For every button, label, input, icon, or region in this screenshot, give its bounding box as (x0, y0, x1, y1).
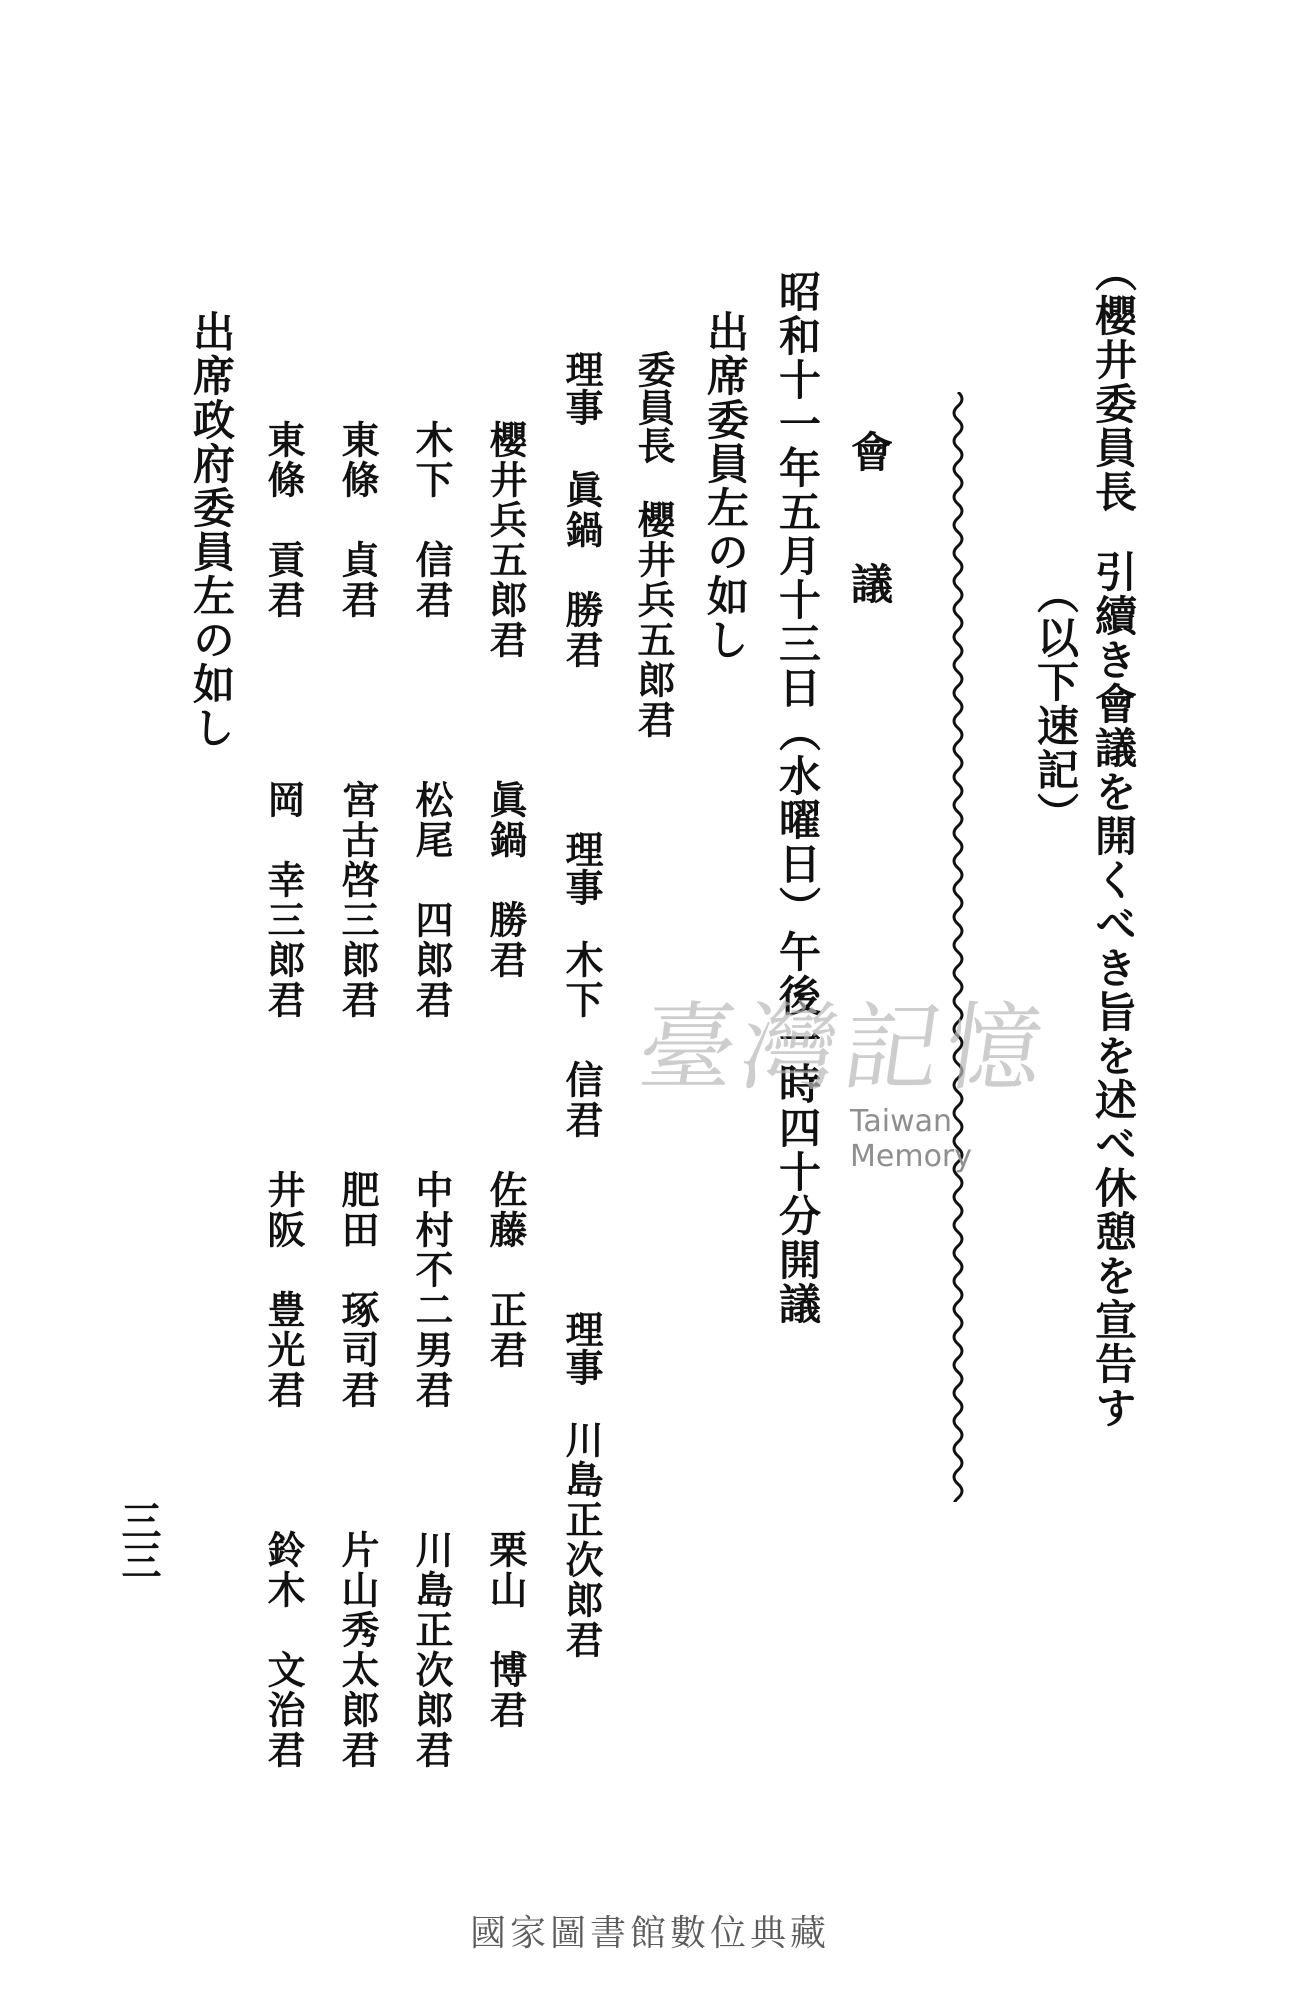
government-heading: 出席政府委員左の如し (187, 310, 236, 750)
members-heading: 出席委員左の如し (701, 310, 750, 662)
speech-text: 引續き會議を開くべき旨を述べ休憩を宣告す (1089, 550, 1138, 1430)
member-name: 東條 貞君 (335, 420, 380, 620)
page-number: 三三 (115, 1500, 162, 1580)
director-name: 川島正次郎君 (559, 1420, 604, 1660)
member-name: 鈴木 文治君 (261, 1530, 306, 1770)
member-name: 佐藤 正君 (483, 1170, 528, 1370)
director-name: 眞鍋 勝君 (559, 470, 604, 670)
member-name: 川島正次郎君 (409, 1530, 454, 1770)
speech-line (1089, 250, 1138, 1430)
director-role: 理事 (559, 1310, 604, 1386)
taiwan-memory-logo (632, 992, 1070, 1174)
wavy-divider (946, 392, 970, 1502)
member-name: 栗山 博君 (483, 1530, 528, 1730)
member-name: 櫻井兵五郎君 (483, 420, 528, 660)
chairman-name: 櫻井兵五郎君 (631, 500, 676, 740)
member-name: 岡 幸三郎君 (261, 780, 306, 1020)
watermark-logo-text: 臺灣記憶 (632, 992, 1056, 1104)
member-name: 松尾 四郎君 (409, 780, 454, 1020)
library-footer: 國家圖書館數位典藏 (469, 1913, 830, 1954)
member-name: 肥田 琢司君 (335, 1170, 380, 1410)
meeting-heading: 會 議 (845, 430, 894, 606)
meeting-date-line: 昭和十一年五月十三日（水曜日）午後一時四十分開議 (773, 270, 822, 1326)
member-name: 木下 信君 (409, 420, 454, 620)
watermark-logo-subtext: Taiwan Memory (850, 1104, 973, 1174)
member-name: 東條 貢君 (261, 420, 306, 620)
member-name: 眞鍋 勝君 (483, 780, 528, 980)
chairman-role: 委員長 (631, 350, 676, 464)
speaker-name: （櫻井委員長 (1089, 250, 1138, 514)
member-name: 片山秀太郎君 (335, 1530, 380, 1770)
member-name: 井阪 豊光君 (261, 1170, 306, 1410)
member-name: 宮古啓三郎君 (335, 780, 380, 1020)
director-name: 木下 信君 (559, 940, 604, 1140)
member-name: 中村不二男君 (409, 1170, 454, 1410)
director-role: 理事 (559, 830, 604, 906)
shorthand-note: （以下速記） (1031, 572, 1080, 836)
director-role: 理事 (559, 350, 604, 426)
